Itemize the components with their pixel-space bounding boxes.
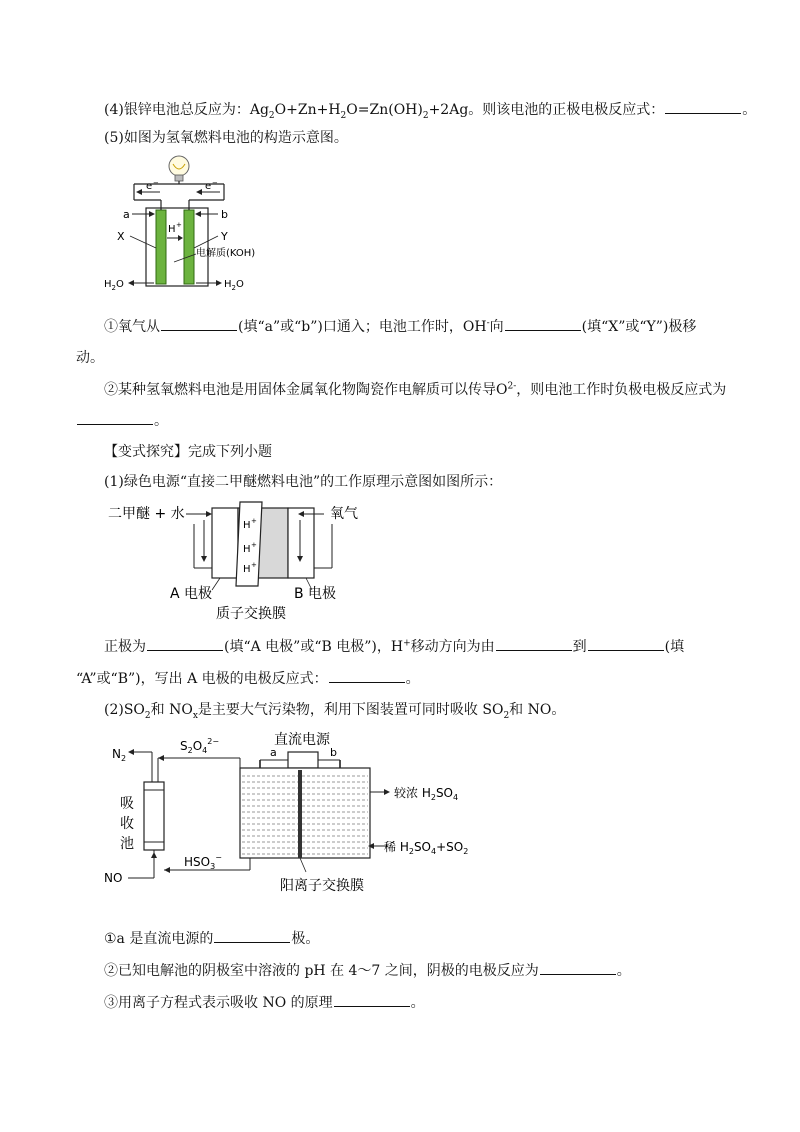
dme-fuel-cell-diagram [100, 500, 400, 624]
svg-text:−: − [153, 179, 159, 187]
n2-label: $N_2$ [112, 747, 127, 763]
fuel-cell-diagram [100, 152, 300, 297]
svg-text:H: H [243, 520, 251, 531]
absorber-label-2: 收 [120, 816, 134, 832]
electrode-x [156, 210, 166, 284]
variant-question-1-answer-cont: “A”或“B”)，写出 A 电极的电极反应式： 。 [76, 668, 420, 689]
svg-text:+: + [251, 561, 257, 569]
no-inlet-label: NO [104, 871, 123, 885]
oxygen-inlet-label: 氧气 [330, 506, 358, 522]
outlet-left-label: $H_2O$ [104, 279, 124, 292]
electrode-y-label: Y [221, 230, 228, 243]
answer-blank[interactable] [147, 636, 223, 651]
svg-text:H: H [243, 564, 251, 575]
fuel-inlet-label: 二甲醚 + 水 [108, 506, 185, 522]
cell-body [146, 208, 208, 286]
answer-blank[interactable] [77, 410, 153, 425]
variant-question-2-3: ③用离子方程式表示吸收 NO 的原理 。 [104, 992, 425, 1013]
inlet-b-label: b [221, 208, 228, 221]
membrane-label: 阳离子交换膜 [280, 878, 364, 894]
svg-text:+: + [251, 541, 257, 549]
variant-title: 【变式探究】完成下列小题 [104, 444, 272, 460]
svg-text:b: b [330, 746, 337, 759]
dc-power-supply [288, 752, 318, 768]
answer-blank[interactable] [588, 636, 664, 651]
so2-no-absorption-diagram [100, 730, 500, 900]
answer-blank[interactable] [540, 960, 616, 975]
answer-blank[interactable] [214, 928, 290, 943]
question-5-1: ①氧气从 (填“a”或“b”)口通入；电池工作时，OH-向 (填“X”或“Y”)极移 [104, 316, 696, 337]
question-5: (5)如图为氢氧燃料电池的构造示意图。 [104, 130, 348, 146]
conc-h2so4-label: 较浓 $H_2SO_4$ [394, 786, 459, 802]
b-electrode-label: B 电极 [294, 586, 337, 602]
question-5-2: ②某种氢氧燃料电池是用固体金属氧化物陶瓷作电解质可以传导$O^{2-}$，则电池工作时负极电极反应式为 [104, 381, 727, 398]
s2o4-label: $S_2O_4^{2-}$ [180, 737, 220, 755]
answer-blank[interactable] [161, 316, 237, 331]
outlet-right-label: $H_2O$ [224, 279, 244, 292]
electron-label-left: e [146, 181, 153, 192]
answer-blank[interactable] [505, 316, 581, 331]
svg-text:H: H [243, 544, 251, 555]
electron-label-right: e [205, 181, 212, 192]
answer-blank[interactable] [496, 636, 572, 651]
svg-text:−: − [212, 179, 218, 187]
svg-text:+: + [176, 221, 182, 229]
absorber-label-1: 吸 [120, 796, 134, 812]
variant-question-2: $(2)SO_2$和 $NO_x$是主要大气污染物，利用下图装置可同时吸收 $SO_2$和 NO。 [104, 702, 566, 721]
a-electrode-label: A 电极 [170, 586, 213, 602]
cation-exchange-membrane [298, 770, 302, 858]
variant-question-1-answer: 正极为 (填“A 电极”或“B 电极”)，H+移动方向为由 到 (填 [104, 636, 684, 657]
electrode-x-label: X [117, 230, 125, 243]
variant-question-1: (1)绿色电源“直接二甲醚燃料电池”的工作原理示意图如图所示： [104, 474, 503, 490]
question-4: (4)银锌电池总反应为：$Ag_2O+Zn+H_2O=Zn(OH)_2+2Ag$。则该电池的正极电极反应式： 。 [104, 99, 756, 120]
question-5-2-cont: 。 [76, 410, 168, 431]
electrolytic-cell [240, 768, 370, 858]
variant-question-2-2: ②已知电解池的阴极室中溶液的 pH 在 4～7 之间，阴极的电极反应为 。 [104, 960, 631, 981]
question-5-1-cont: 动。 [76, 350, 104, 366]
answer-blank[interactable] [329, 668, 405, 683]
absorber-label-3: 池 [120, 836, 134, 852]
light-bulb-icon [169, 156, 189, 176]
absorption-tower [144, 782, 164, 850]
electrode-y [184, 210, 194, 284]
dc-power-label: 直流电源 [274, 732, 330, 748]
answer-blank[interactable] [665, 99, 741, 114]
inlet-a-label: a [123, 208, 130, 221]
dilute-h2so4-label: 稀 $H_2SO_4+SO_2$ [384, 840, 469, 856]
svg-text:a: a [270, 746, 277, 759]
variant-question-2-1: ①a 是直流电源的 极。 [104, 928, 319, 949]
membrane-label: 质子交换膜 [216, 606, 286, 622]
electrolyte-label: 电解质(KOH) [196, 248, 256, 259]
svg-text:+: + [251, 517, 257, 525]
answer-blank[interactable] [334, 992, 410, 1007]
hso3-label: $HSO_3^-$ [184, 853, 222, 871]
proton-label: H [168, 224, 176, 235]
